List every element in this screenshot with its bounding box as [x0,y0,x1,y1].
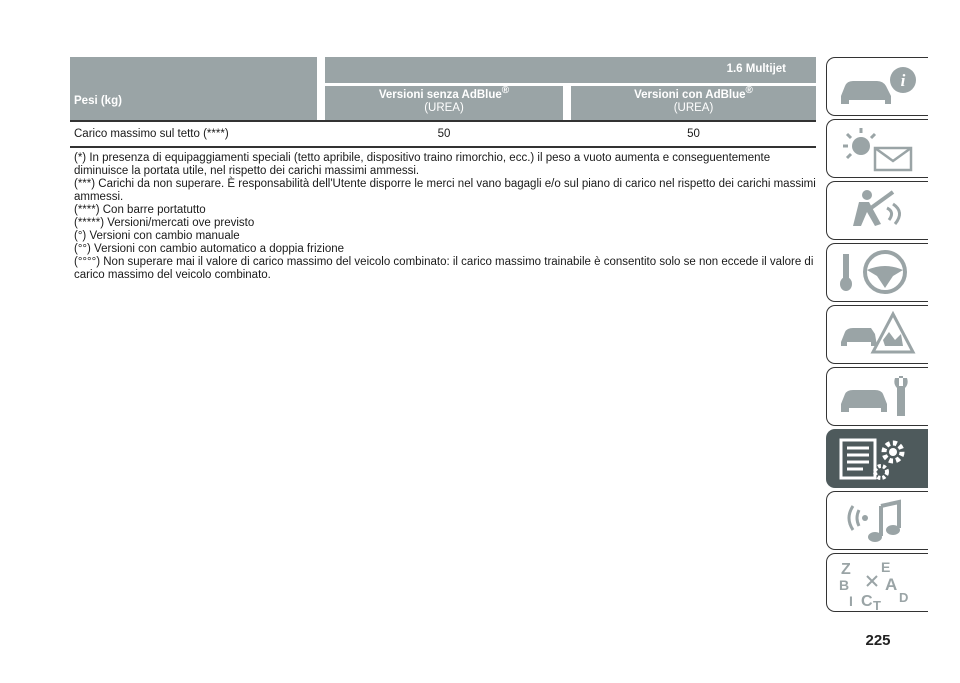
car-maintenance-icon [837,372,917,422]
row-label: Carico massimo sul tetto (****) [74,128,229,140]
header-senza-adblue [325,86,563,120]
footnote: (*) In presenza di equipaggiamenti speciali (tetto apribile, dispositivo traino rimorchio, ecc.) il peso a vuoto aumenta e conseguentemente diminuisce la portata utile, nel rispetto dei carichi massimi ammessi. [74,152,771,177]
index-letter: A [885,575,898,594]
weights-table [70,57,816,144]
index-letter: E [881,559,891,575]
breakdown-triangle-icon [837,310,917,360]
warning-light-envelope-icon [837,124,917,174]
footnote: (****) Con barre portatutto [74,204,206,216]
seat-airbag-icon [837,186,917,236]
row-value-senza: 50 [437,128,451,140]
tab-safety[interactable] [826,181,928,240]
header-senza-label: Versioni senza AdBlue [378,89,502,101]
key-steering-wheel-icon [837,248,917,298]
footnote: (°°°°) Non superare mai il valore di carico massimo del veicolo combinato: il carico massimo trainabile è consentito solo se non eccede il valore di carico massimo del veicolo combinato. [74,256,814,281]
index-letter: D [899,590,909,605]
index-letter: B [839,577,850,593]
index-letter: T [873,598,881,610]
registered-mark: ® [501,85,510,97]
row-value-con: 50 [687,128,700,140]
tab-warning-lights[interactable] [826,119,928,178]
header-senza-sub: (UREA) [424,102,464,114]
tab-emergency[interactable] [826,305,928,364]
footnote: (°°) Versioni con cambio automatico a doppia frizione [74,243,345,255]
header-pesi [70,57,317,120]
tab-technical-data[interactable] [826,429,928,488]
table-header [70,57,816,120]
alphabetical-index-icon [837,558,917,610]
tab-car-info[interactable] [826,57,928,116]
footnotes [74,152,816,282]
footnote: (*****) Versioni/mercati ove previsto [74,217,255,229]
tab-index[interactable] [826,553,928,612]
header-con-label: Versioni con AdBlue [634,89,746,101]
header-engine-label: 1.6 Multijet [726,63,786,75]
technical-data-gear-icon [837,434,917,484]
footnote: (***) Carichi da non superare. È responsabilità dell'Utente disporre le merci nel vano bagagli e/o sul piano di carico nel rispetto dei carichi massimi ammessi. [74,178,816,203]
header-con-sub: (UREA) [673,102,714,114]
index-letter: Z [841,561,851,578]
car-info-icon [837,62,917,112]
header-engine-group [325,57,816,83]
tab-starting-driving[interactable] [826,243,928,302]
footnote: (°) Versioni con cambio manuale [74,230,240,242]
tab-multimedia[interactable] [826,491,928,550]
svg-text:i: i [900,71,906,90]
index-letter: I [849,593,853,609]
tab-maintenance[interactable] [826,367,928,426]
index-letter: C [861,593,873,610]
table-bottom-rule [70,146,816,148]
page-number: 225 [865,632,891,649]
header-con-adblue [571,86,816,120]
header-pesi-label: Pesi (kg) [74,95,122,107]
registered-mark: ® [745,85,753,97]
table-row [70,120,816,144]
multimedia-music-icon [837,496,917,546]
